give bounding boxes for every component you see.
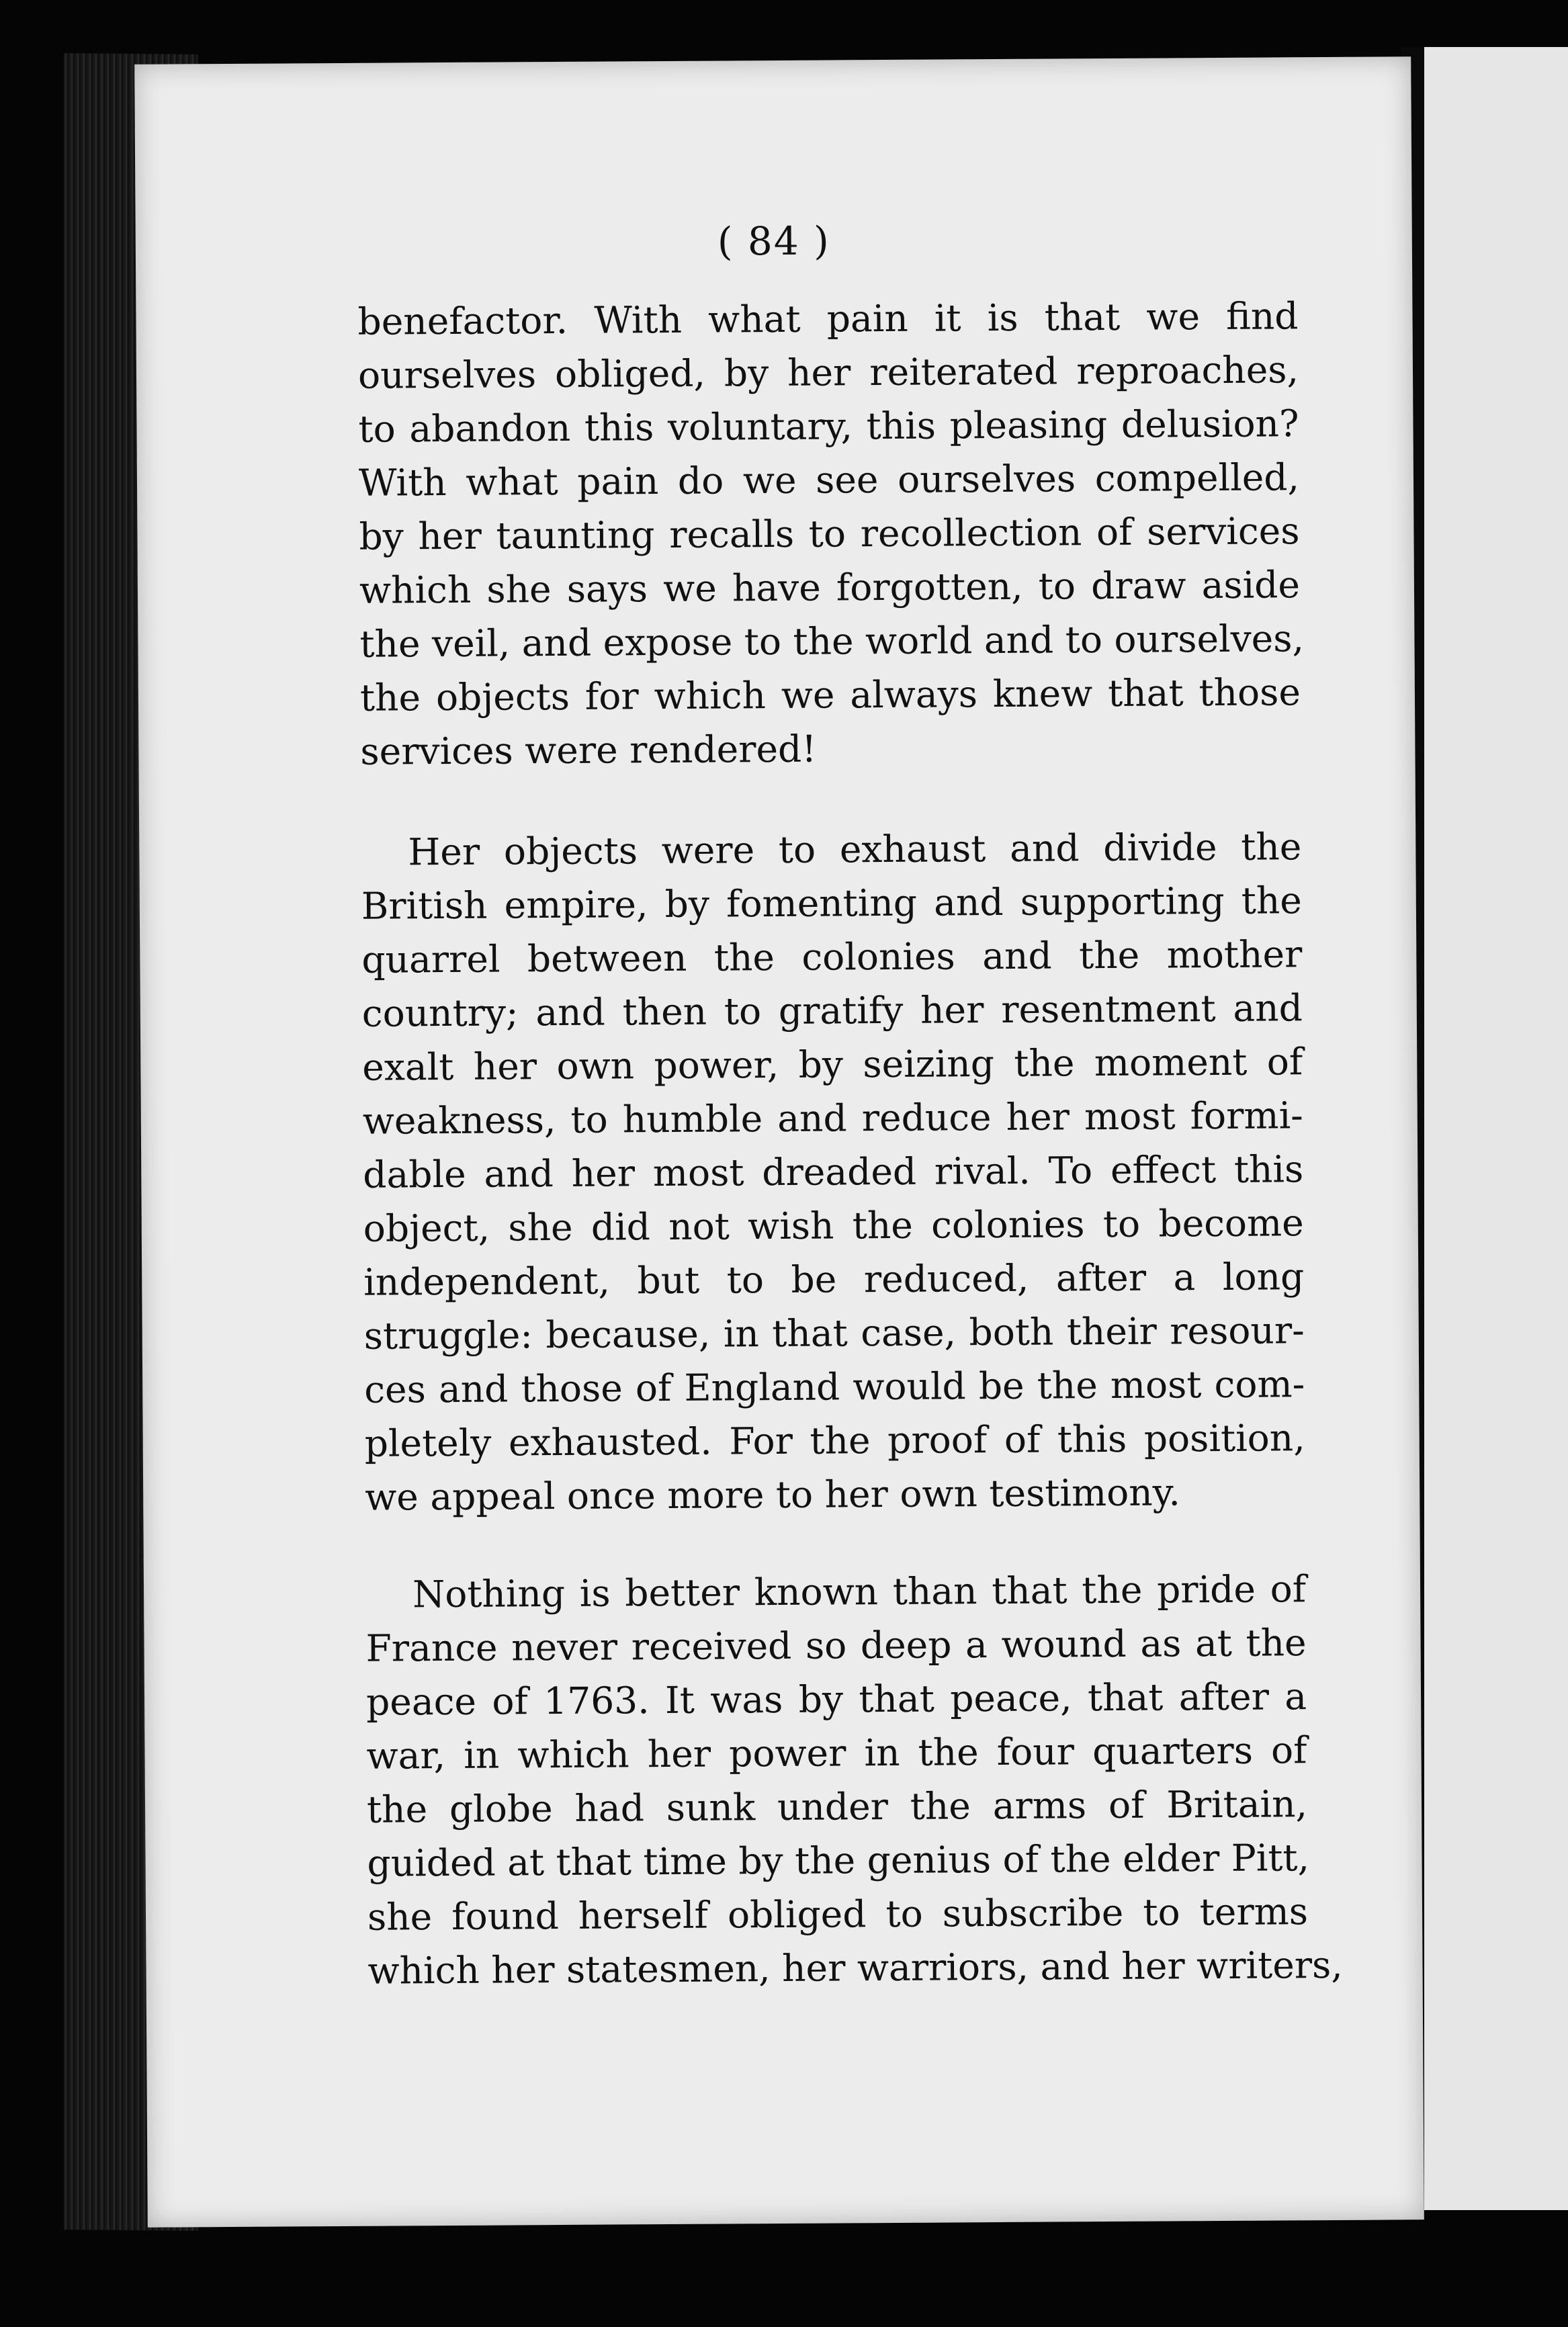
paragraph-2 xyxy=(361,820,1305,1524)
page-number: ( 84 ) xyxy=(717,218,830,265)
text-line: to abandon this voluntary, this pleasing delusion? xyxy=(358,402,1299,451)
text-line: guided at that time by the genius of the elder Pitt, xyxy=(367,1836,1310,1885)
text-line: which her statesmen, her warriors, and her writers, xyxy=(367,1943,1343,1992)
book-page xyxy=(134,56,1424,2228)
text-line: British empire, by fomenting and supporting the xyxy=(361,879,1303,928)
text-line: Her objects were to exhaust and divide the xyxy=(408,825,1302,874)
text-line: by her taunting recalls to recollection of services xyxy=(359,509,1300,558)
text-line: the objects for which we always knew that those xyxy=(359,670,1301,719)
text-line: With what pain do we see ourselves compelled, xyxy=(358,455,1300,504)
text-line: struggle: because, in that case, both their resour- xyxy=(363,1309,1305,1358)
paragraph-3 xyxy=(365,1562,1343,1998)
text-line: ourselves obliged, by her reiterated reproaches, xyxy=(357,348,1299,397)
text-line: country; and then to gratify her resentment and xyxy=(361,986,1303,1035)
text-line: Nothing is better known than that the pride of xyxy=(412,1567,1307,1616)
text-line: services were rendered! xyxy=(360,727,817,773)
text-line: benefactor. With what pain it is that we find xyxy=(357,294,1299,343)
text-line: the globe had sunk under the arms of Britain, xyxy=(366,1782,1308,1831)
text-line: dable and her most dreaded rival. To effect this xyxy=(363,1147,1304,1196)
text-line: which she says we have forgotten, to draw aside xyxy=(359,563,1301,612)
text-line: weakness, to humble and reduce her most formi- xyxy=(362,1094,1303,1143)
text-line: peace of 1763. It was by that peace, that after a xyxy=(365,1675,1307,1724)
text-line: independent, but to be reduced, after a long xyxy=(363,1255,1305,1304)
text-line: France never received so deep a wound as at the xyxy=(365,1621,1307,1670)
text-line: ces and those of England would be the most com- xyxy=(364,1362,1305,1411)
paragraph-1 xyxy=(357,289,1305,779)
text-line: she found herself obliged to subscribe to terms xyxy=(367,1890,1309,1939)
text-line: exalt her own power, by seizing the moment of xyxy=(362,1040,1303,1089)
text-line: war, in which her power in the four quarters of xyxy=(366,1728,1307,1777)
adjacent-page xyxy=(1424,47,1568,2210)
text-line: pletely exhausted. For the proof of this position, xyxy=(364,1416,1305,1465)
text-line: object, she did not wish the colonies to become xyxy=(363,1201,1304,1250)
text-line: quarrel between the colonies and the mother xyxy=(361,932,1303,981)
text-line: we appeal once more to her own testimony. xyxy=(365,1470,1181,1519)
text-line: the veil, and expose to the world and to ourselves, xyxy=(359,617,1305,666)
